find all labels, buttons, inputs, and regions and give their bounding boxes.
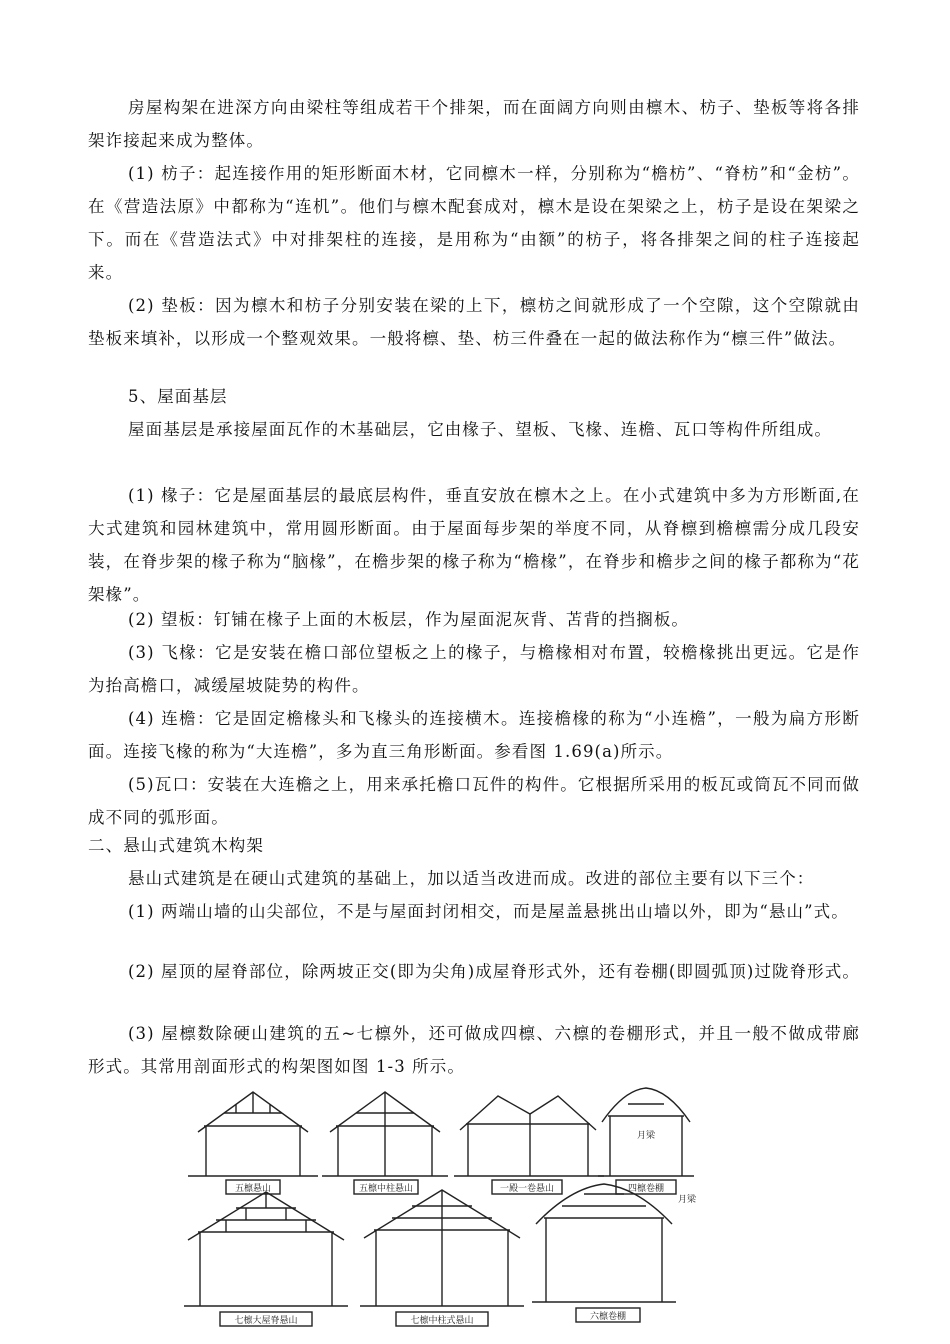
- paragraph-dianban: (2) 垫板：因为檩木和枋子分别安装在梁的上下，檩枋之间就形成了一个空隙，这个空隙就由垫板来填补，以形成一个整观效果。一般将檩、垫、枋三件叠在一起的做法称作为“檩三件”做法。: [88, 296, 860, 348]
- caption-five-purlin-center: 五檩中柱悬山: [358, 1184, 414, 1194]
- paragraph-feichuan: (3) 飞椽：它是安装在檐口部位望板之上的椽子，与檐椽相对布置，较檐椽挑出更远。它是作为抬高檐口，减缓屋坡陡势的构件。: [88, 643, 860, 695]
- caption-seven-purlin-ridge: 七檩大屋脊悬山: [234, 1316, 298, 1326]
- caption-six-purlin-roll: 六檩卷棚: [589, 1312, 627, 1322]
- paragraph-xuanshan-1: (1) 两端山墙的山尖部位，不是与屋面封闭相交，而是屋盖悬挑出山墙以外，即为“悬山”式。: [128, 902, 849, 921]
- section-heading-xuanshan: 二、悬山式建筑木构架: [88, 836, 264, 855]
- paragraph-lianyan: (4) 连檐：它是固定檐椽头和飞椽头的连接横木。连接檐椽的称为“小连檐”，一般为扁方形断面。连接飞椽的称为“大连檐”，多为直三角形断面。参看图 1.69(a)所示。: [88, 709, 860, 761]
- paragraph-wakou: (5)瓦口：安装在大连檐之上，用来承托檐口瓦件的构件。它根据所采用的板瓦或筒瓦不同而做成不同的弧形面。: [88, 775, 860, 827]
- section-five-purlin-center-column: [322, 1092, 448, 1176]
- section-seven-purlin-center: [360, 1190, 524, 1306]
- paragraph-xuanshan-3: (3) 屋檩数除硬山建筑的五~七檩外，还可做成四檩、六檩的卷棚形式，并且一般不做成带廊形式。其常用剖面形式的构架图如图 1-3 所示。: [88, 1024, 860, 1076]
- paragraph-fangzi: (1) 枋子：起连接作用的矩形断面木材，它同檩木一样，分别称为“檐枋”、“脊枋”和“金枋”。在《营造法原》中都称为“连机”。他们与檩木配套成对，檩木是设在架梁之上，枋子是设在架梁之下。而在《营造法式》中对排架柱的连接，是用称为“由额”的枋子，将各排架之间的柱子连接起来。: [88, 164, 860, 282]
- label-yueliang-1: 月梁: [636, 1131, 656, 1141]
- paragraph-xuanshan-2: (2) 屋顶的屋脊部位，除两坡正交(即为尖角)成屋脊形式外，还有卷棚(即圆弧顶)过陇脊形式。: [128, 962, 860, 981]
- caption-five-purlin: 五檩悬山: [234, 1184, 272, 1194]
- paragraph-chuanzi: (1) 椽子：它是屋面基层的最底层构件，垂直安放在檩木之上。在小式建筑中多为方形断面,在大式建筑和园林建筑中，常用圆形断面。由于屋面每步架的举度不同，从脊檩到檐檩需分成几段安装，在脊步架的椽子称为“脑椽”，在檐步架的椽子称为“檐椽”，在脊步和檐步之间的椽子都称为“花架椽”。: [88, 486, 860, 604]
- section-five-purlin: [188, 1092, 318, 1176]
- caption-seven-purlin-center: 七檩中柱式悬山: [410, 1316, 474, 1326]
- paragraph-xuanshan-intro: 悬山式建筑是在硬山式建筑的基础上，加以适当改进而成。改进的部位主要有以下三个：: [128, 869, 815, 888]
- section-heading-roof-base: 5、屋面基层: [128, 387, 228, 406]
- section-six-purlin-roll: [532, 1184, 676, 1302]
- section-one-hall-one-roll: [454, 1096, 604, 1176]
- paragraph-wangban: (2) 望板：钉铺在椽子上面的木板层，作为屋面泥灰背、苫背的挡搁板。: [128, 610, 690, 629]
- caption-four-purlin-roll: 四檩卷棚: [627, 1184, 665, 1194]
- caption-one-hall-one-roll: 一殿一卷悬山: [499, 1184, 555, 1194]
- label-yueliang-2: 月梁: [678, 1195, 697, 1205]
- frame-sections-drawing: [180, 1080, 740, 1338]
- paragraph-roof-base: 屋面基层是承接屋面瓦作的木基础层，它由椽子、望板、飞椽、连檐、瓦口等构件所组成。: [128, 420, 832, 439]
- figure-1-3-frame-sections: [180, 1080, 740, 1338]
- section-seven-purlin-ridge: [184, 1192, 348, 1306]
- paragraph-intro: 房屋构架在进深方向由梁柱等组成若干个排架，而在面阔方向则由檩木、枋子、垫板等将各排架诈接起来成为整体。: [88, 98, 860, 150]
